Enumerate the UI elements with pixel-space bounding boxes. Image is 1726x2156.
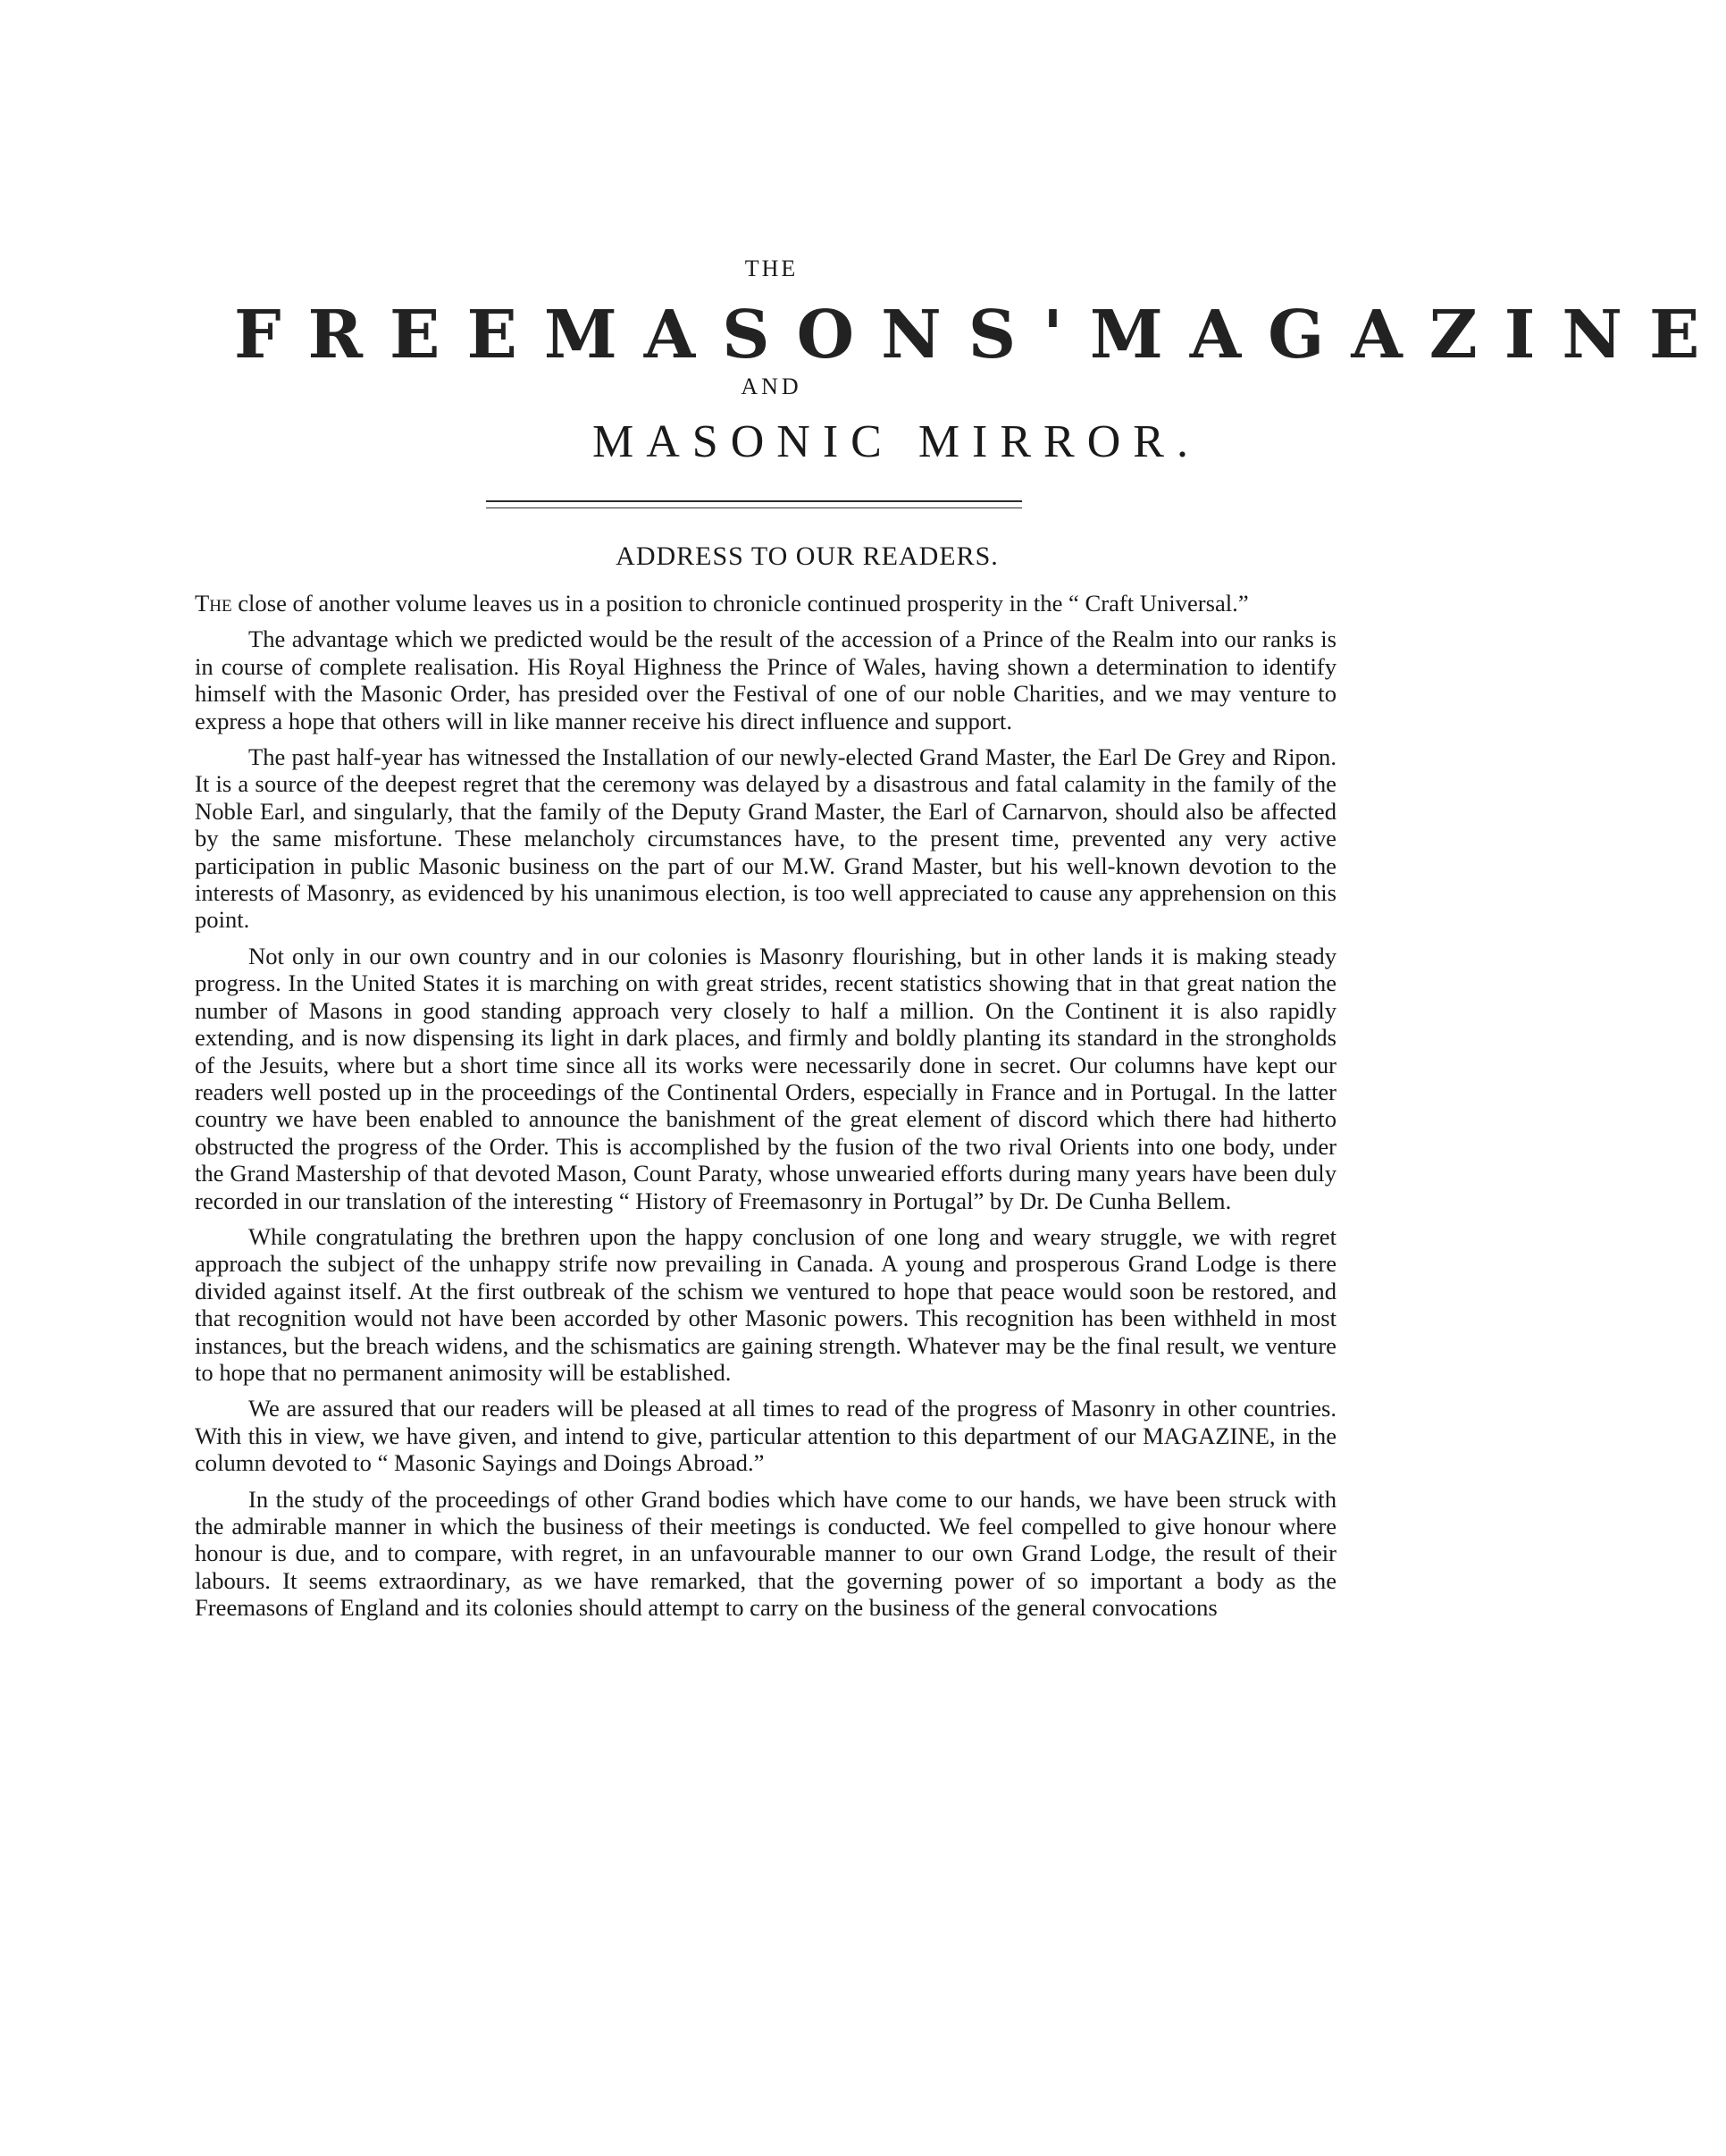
masthead-title xyxy=(234,297,1726,373)
masthead-title-right: MAGAZINE xyxy=(1089,297,1726,373)
paragraph: We are assured that our readers will be pleased at all times to read of the progress of Masonry in other countries. With this in view, we have given, and intend to give, particular attention to this department of our MAGAZINE, in the column devoted to “ Masonic Sayings and Doings Abroad.” xyxy=(195,1395,1336,1477)
paragraph: Not only in our own country and in our colonies is Masonry flourishing, but in other lands it is making steady progress. In the United States it is marching on with great strides, recent statistics showing that in that great nation the number of Masons in good standing approach very closely to half a million. On the Continent it is also rapidly extending, and is now dispensing its light in dark places, and firmly and boldly planting its standard in the strongholds of the Jesuits, where but a short time since all its works were necessarily done in secret. Our columns have kept our readers well posted up in the proceedings of the Continental Orders, especially in France and in Portugal. In the latter country we have been enabled to announce the banishment of the great element of discord which there had hitherto obstructed the progress of the Order. This is accomplished by the fusion of the two rival Orients into one body, under the Grand Mastership of that devoted Mason, Count Paraty, whose unwearied efforts during many years have been duly recorded in our translation of the interesting “ History of Freemasonry in Portugal” by Dr. De Cunha Bellem. xyxy=(195,942,1336,1214)
article-body xyxy=(195,590,1336,1631)
paragraph: The advantage which we predicted would be the result of the accession of a Prince of the Realm into our ranks is in course of complete realisation. His Royal Highness the Prince of Wales, having shown a determination to identify himself with the Masonic Order, has presided over the Festival of one of our noble Charities, and we may venture to express a hope that others will in like manner receive his direct influence and support. xyxy=(195,625,1336,734)
masthead-title-left: FREEMASONS' xyxy=(234,297,1090,373)
drop-word: The xyxy=(195,590,232,617)
masthead-and: AND xyxy=(741,373,802,399)
article-heading: ADDRESS TO OUR READERS. xyxy=(616,541,999,571)
masthead-subtitle: MASONIC MIRROR. xyxy=(592,416,1201,467)
paragraph: In the study of the proceedings of other Grand bodies which have come to our hands, we have been struck with the admirable manner in which the business of their meetings is conducted. We feel compelled to give honour where honour is due, and to compare, with regret, in an unfavourable manner to our own Grand Lodge, the result of their labours. It seems extraordinary, as we have remarked, that the governing power of so important a body as the Freemasons of England and its colonies should attempt to carry on the business of the general convocations xyxy=(195,1485,1336,1622)
paragraph: While congratulating the brethren upon the happy conclusion of one long and weary struggle, we with regret approach the subject of the unhappy strife now prevailing in Canada. A young and prosperous Grand Lodge is there divided against itself. At the first outbreak of the schism we ventured to hope that peace would soon be restored, and that recognition would not have been accorded by other Masonic powers. This recognition has been withheld in most instances, but the breach widens, and the schismatics are gaining strength. Whatever may be the final result, we venture to hope that no permanent animosity will be established. xyxy=(195,1222,1336,1386)
decorative-rule xyxy=(486,500,1022,508)
paragraph-1-text: close of another volume leaves us in a position to chronicle continued prosperity in the “ Craft Universal.” xyxy=(231,590,1249,617)
masthead-the: THE xyxy=(744,256,799,281)
paragraph: The past half-year has witnessed the Installation of our newly-elected Grand Master, the Earl De Grey and Ripon. It is a source of the deepest regret that the ceremony was delayed by a disastrous and fatal calamity in the family of the Noble Earl, and singularly, that the family of the Deputy Grand Master, the Earl of Carnarvon, should also be affected by the same misfortune. These melancholy circumstances have, to the present time, prevented any very active participation in public Masonic business on the part of our M.W. Grand Master, but his well-known devotion to the interests of Masonry, as evidenced by his unanimous election, is too well appreciated to cause any apprehension on this point. xyxy=(195,743,1336,934)
paragraph-1 xyxy=(195,590,1336,617)
